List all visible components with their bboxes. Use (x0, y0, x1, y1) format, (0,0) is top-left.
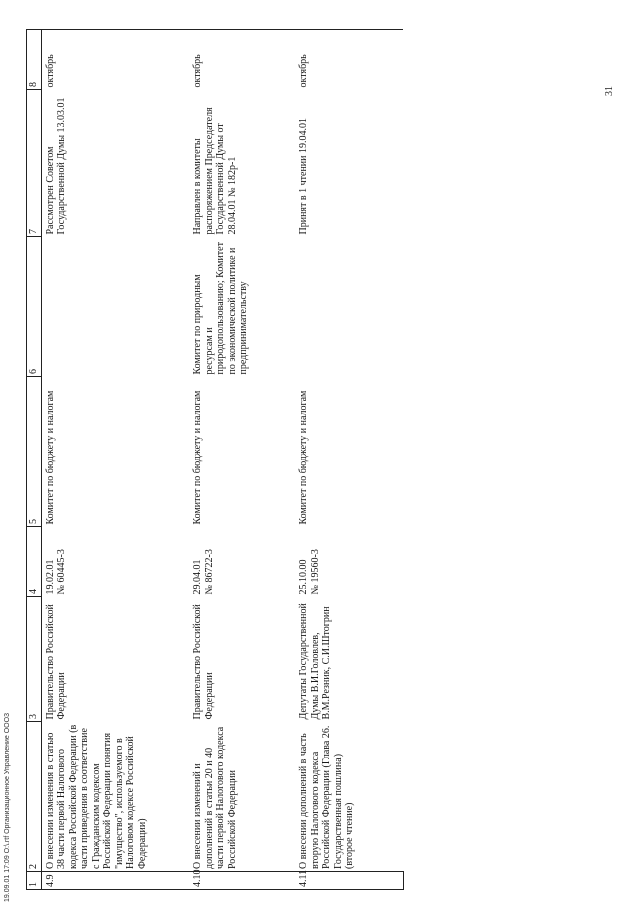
legislation-table (26, 29, 404, 890)
column-header: 3 (27, 597, 42, 722)
column-header: 6 (27, 237, 42, 377)
bill-title: О внесении дополнений в часть вторую Налогового кодекса Российской Федерации (Глава 26. Государственная пошлина) (второе чтение) (298, 725, 355, 869)
lead-committee: Комитет по бюджету и налогам (298, 390, 309, 525)
bill-status: Принят в 1 чтении 19.04.01 (298, 117, 309, 235)
co-committees: Комитет по природным ресурсам и природопользованию; Комитет по экономической политике и предпринимательству (192, 242, 249, 375)
month: октябрь (191, 30, 297, 90)
table-row (41, 30, 191, 890)
bill-author: Депутаты Государственной Думы В.И.Головлев, В.М.Резник, С.И.Штогрин (298, 603, 332, 720)
bill-author: Правительство Российской Федерации (44, 604, 67, 720)
lead-committee: Комитет по бюджету и налогам (192, 390, 203, 525)
registration: 19.02.01 № 60445-3 (44, 549, 67, 595)
column-header: 2 (27, 722, 42, 872)
co-committees (41, 237, 191, 377)
bill-title: О внесении изменения в статью 38 части первой Налогового кодекса Российской Федерации (в части приведения в соответствие с Гражданским кодексом Российской Федерации понятия "имущество", используемого в Налоговом кодексе Российской Федерации) (44, 724, 148, 869)
table-row (297, 30, 403, 890)
column-header: 1 (27, 872, 42, 890)
page-number: 31 (604, 86, 615, 96)
bill-status: Рассмотрен Советом Государственной Думы 13.03.01 (44, 97, 67, 235)
row-number: 4.9 (41, 872, 191, 890)
month: октябрь (41, 30, 191, 90)
document-footer: 19.09.01 17:09 О:\.rtf Организационное Управление ООО3 (4, 713, 11, 902)
bill-title: О внесении изменений и дополнений в статьи 20 и 40 части первой Налогового кодекса Российской Федерации (192, 726, 238, 869)
column-header: 4 (27, 527, 42, 597)
column-header: 5 (27, 377, 42, 527)
table-header-row (27, 30, 42, 890)
rotated-page (26, 30, 355, 890)
registration: 25.10.00 № 19560-3 (298, 549, 321, 595)
row-number: 4.10 (191, 872, 297, 890)
row-number: 4.11 (297, 872, 403, 890)
table-row (191, 30, 297, 890)
bill-author: Правительство Российской Федерации (192, 604, 215, 720)
registration: 29.04.01 № 86722-3 (192, 549, 215, 595)
bill-status: Направлен в комитеты распоряжением Председателя Государственной Думы от 28.04.01 № 182р-1 (192, 107, 238, 235)
co-committees (297, 237, 403, 377)
lead-committee: Комитет по бюджету и налогам (44, 390, 56, 525)
column-header: 8 (27, 30, 42, 90)
column-header: 7 (27, 90, 42, 237)
month: октябрь (297, 30, 403, 90)
